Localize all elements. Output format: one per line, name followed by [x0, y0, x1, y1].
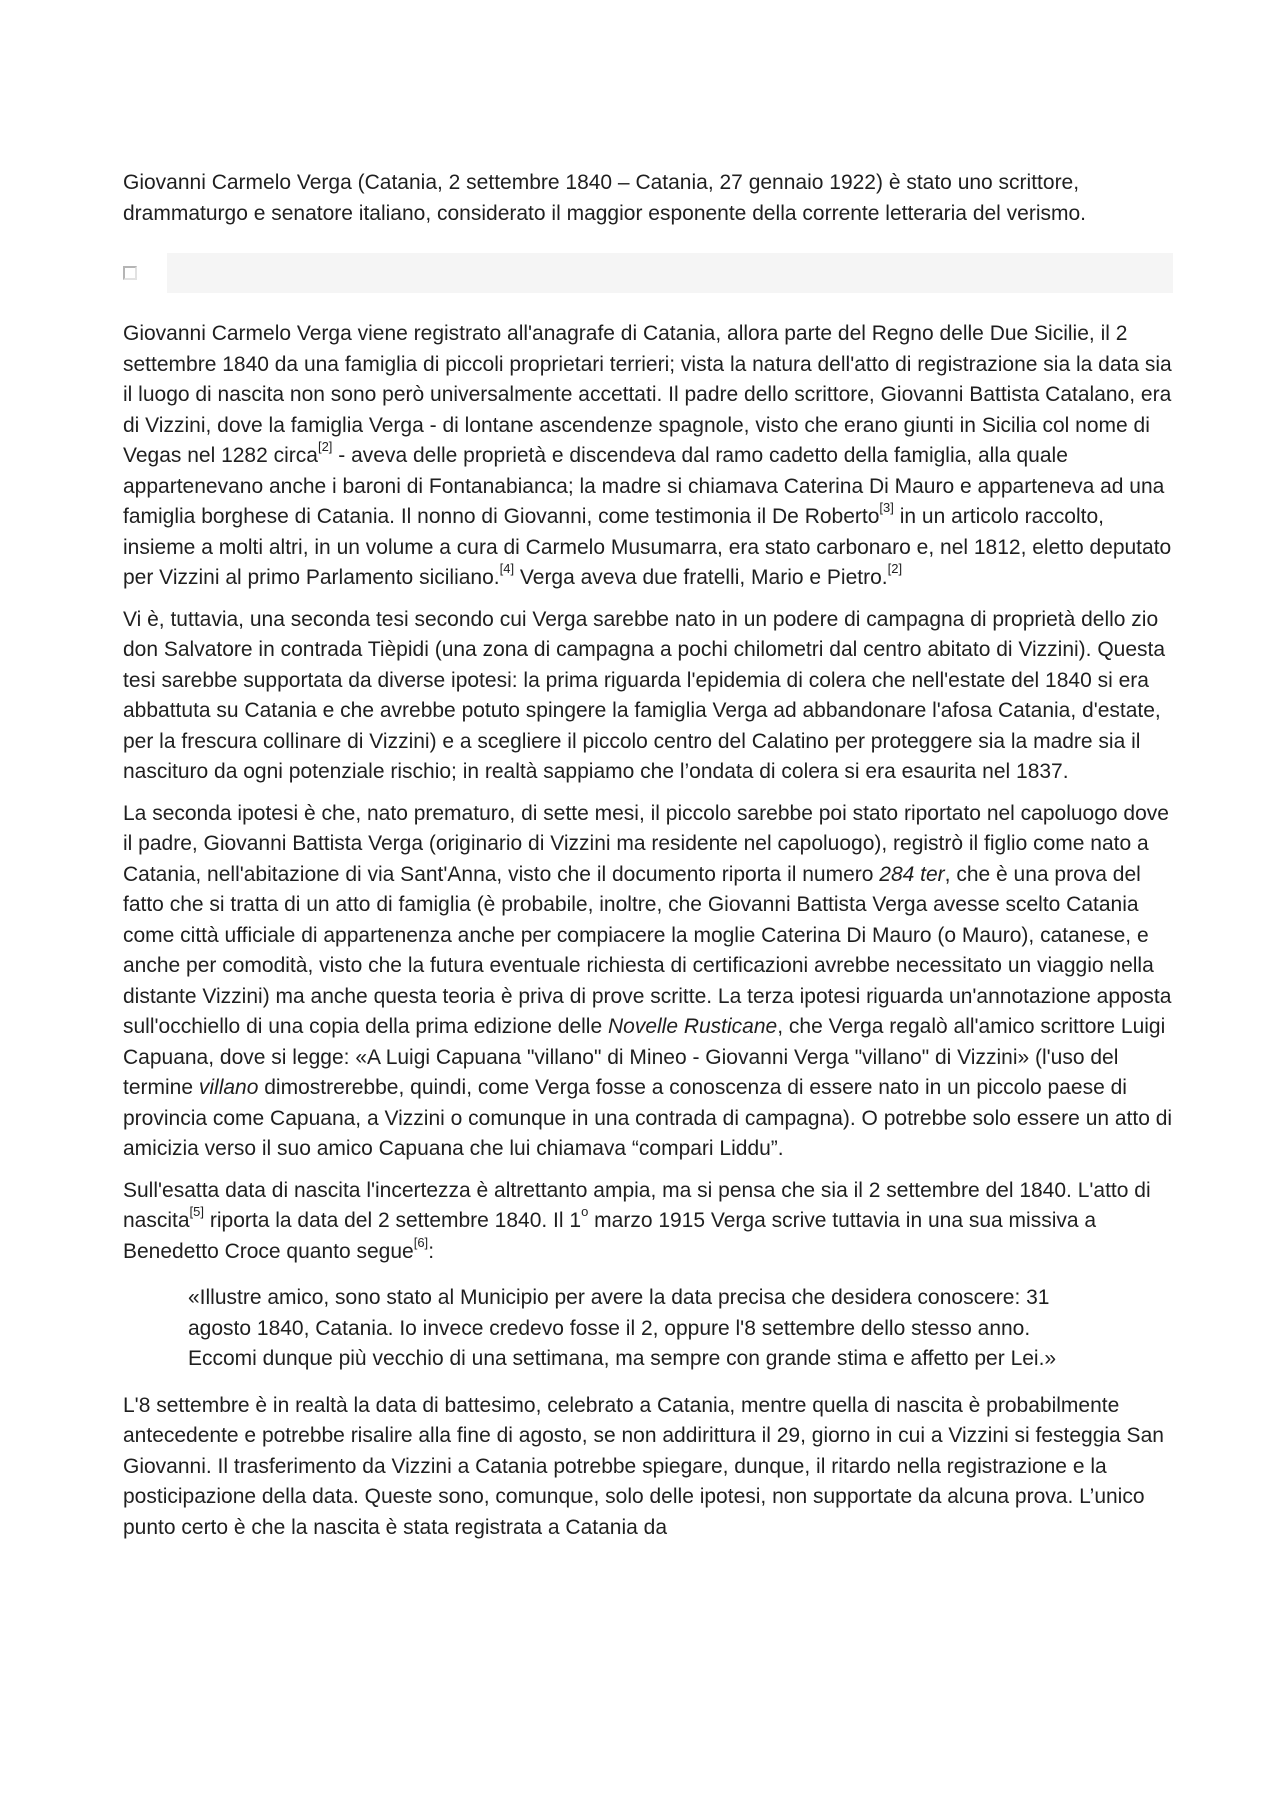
paragraph-text: , che Verga regalò all'amico scrittore Luigi Capuana, dove si legge: «A Luigi Capuana "villano" di Mineo - Giovanni Verga "villano" di Vizzini» (l'uso del termine	[123, 1015, 1166, 1099]
paragraph-text: Sull'esatta data di nascita l'incertezza è altrettanto ampia, ma si pensa che sia il 2 settembre del 1840. L'atto di nascita	[123, 1178, 1151, 1232]
citation-link[interactable]: [6]	[413, 1234, 429, 1250]
paragraph-text: Verga aveva due fratelli, Mario e Pietro.	[514, 566, 888, 589]
italic-text: 284 ter	[879, 862, 945, 886]
paragraph-text: in un articolo raccolto, insieme a molti altri, in un volume a cura di Carmelo Musumarra, era stato carbonaro e, nel 1812, eletto deputato per Vizzini al primo Parlamento siciliano.	[123, 505, 1172, 589]
paragraph-text: , che è una prova del fatto che si tratta di un atto di famiglia (è probabile, inoltre, che Giovanni Battista Verga avesse scelto Catania come città ufficiale di appartenenza anche per compiacere la moglie Caterina Di Mauro (o Mauro), catanese, e anche per comodità, visto che la futura eventuale richiesta di certificazioni avrebbe necessitato un viaggio nella distante Vizzini) ma anche questa teoria è priva di prove scritte. La terza ipotesi riguarda un'annotazione apposta sull'occhiello di una copia della prima edizione delle	[123, 862, 1172, 1038]
paragraph-second-hypothesis	[123, 799, 1173, 1165]
paragraph-baptism: L'8 settembre è in realtà la data di battesimo, celebrato a Catania, mentre quella di nascita è probabilmente antecedente e potrebbe risalire alla fine di agosto, se non addirittura il 29, giorno in cui a Vizzini si festeggia San Giovanni. Il trasferimento da Vizzini a Catania potrebbe spiegare, dunque, il ritardo nella registrazione e la posticipazione della data. Queste sono, comunque, solo delle ipotesi, non supportate da alcuna prova. L’unico punto certo è che la nascita è stata registrata a Catania da	[123, 1393, 1164, 1539]
paragraph-text: riporta la data del 2 settembre 1840. Il 1	[204, 1209, 582, 1232]
italic-text: villano	[198, 1076, 259, 1099]
document-page	[123, 168, 1173, 1554]
paragraph-text: marzo 1915 Verga scrive tuttavia in una sua missiva a Benedetto Croce quanto segue	[123, 1209, 1097, 1263]
paragraph-text: :	[428, 1239, 435, 1263]
ordinal-indicator: o	[581, 1204, 589, 1219]
paragraph-second-thesis: Vi è, tuttavia, una seconda tesi secondo cui Verga sarebbe nato in un podere di campagna di proprietà dello zio don Salvatore in contrada Tièpidi (una zona di campagna a pochi chilometri dal centro abitato di Vizzini). Questa tesi sarebbe supportata da diverse ipotesi: la prima riguarda l'epidemia di colera che nell'estate del 1840 si era abbattuta su Catania e che avrebbe potuto spingere la famiglia Verga ad abbandonare l'afosa Catania, d'estate, per la frescura collinare di Vizzini) e a scegliere il piccolo centro del Calatino per proteggere sia la madre sia il nascituro da ogni potenziale rischio; in realtà sappiamo che l’ondata di colera si era esaurita nel 1837.	[123, 607, 1166, 783]
image-placeholder	[123, 253, 1173, 293]
citation-link[interactable]: [3]	[879, 500, 894, 515]
citation-link[interactable]: [5]	[189, 1204, 205, 1219]
paragraph-text: - aveva delle proprietà e discendeva dal ramo cadetto della famiglia, alla quale appartenevano anche i baroni di Fontanabianca; la madre si chiamava Caterina Di Mauro e apparteneva ad una famiglia borghese di Catania. Il nonno di Giovanni, come testimonia il De Roberto	[123, 444, 1165, 528]
paragraph-text: dimostrerebbe, quindi, come Verga fosse a conoscenza di essere nato in un piccolo paese di provincia come Capuana, a Vizzini o comunque in una contrada di campagna). O potrebbe solo essere un atto di amicizia verso il suo amico Capuana che lui chiamava “compari Liddu”.	[123, 1076, 1173, 1160]
paragraph-birth-registration	[123, 319, 1173, 594]
paragraph-birth-date	[123, 1176, 1173, 1268]
italic-text: Novelle Rusticane	[607, 1015, 778, 1038]
citation-link[interactable]: [4]	[499, 561, 515, 576]
citation-link[interactable]: [2]	[317, 439, 333, 454]
citation-link[interactable]: [2]	[887, 561, 903, 576]
paragraph-text: Giovanni Carmelo Verga viene registrato all'anagrafe di Catania, allora parte del Regno delle Due Sicilie, il 2 settembre 1840 da una famiglia di piccoli proprietari terrieri; vista la natura dell'atto di registrazione sia la data sia il luogo di nascita non sono però universalmente accettati. Il padre dello scrittore, Giovanni Battista Catalano, era di Vizzini, dove la famiglia Verga - di lontane ascendenze spagnole, visto che erano giunti in Sicilia col nome di Vegas nel 1282 circa	[123, 322, 1172, 467]
image-caption-bar	[167, 253, 1173, 293]
broken-image-icon	[123, 266, 137, 280]
blockquote-letter: «Illustre amico, sono stato al Municipio per avere la data precisa che desidera conoscere: 31 agosto 1840, Catania. Io invece credevo fosse il 2, oppure l'8 settembre dello stesso anno. Eccomi dunque più vecchio di una settimana, ma sempre con grande stima e affetto per Lei.»	[188, 1286, 1057, 1370]
intro-paragraph: Giovanni Carmelo Verga (Catania, 2 settembre 1840 – Catania, 27 gennaio 1922) è stato uno scrittore, drammaturgo e senatore italiano, considerato il maggior esponente della corrente letteraria del verismo.	[123, 171, 1087, 225]
paragraph-text: La seconda ipotesi è che, nato prematuro, di sette mesi, il piccolo sarebbe poi stato riportato nel capoluogo dove il padre, Giovanni Battista Verga (originario di Vizzini ma residente nel capoluogo), registrò il figlio come nato a Catania, nell'abitazione di via Sant'Anna, visto che il documento riporta il numero	[123, 801, 1169, 886]
